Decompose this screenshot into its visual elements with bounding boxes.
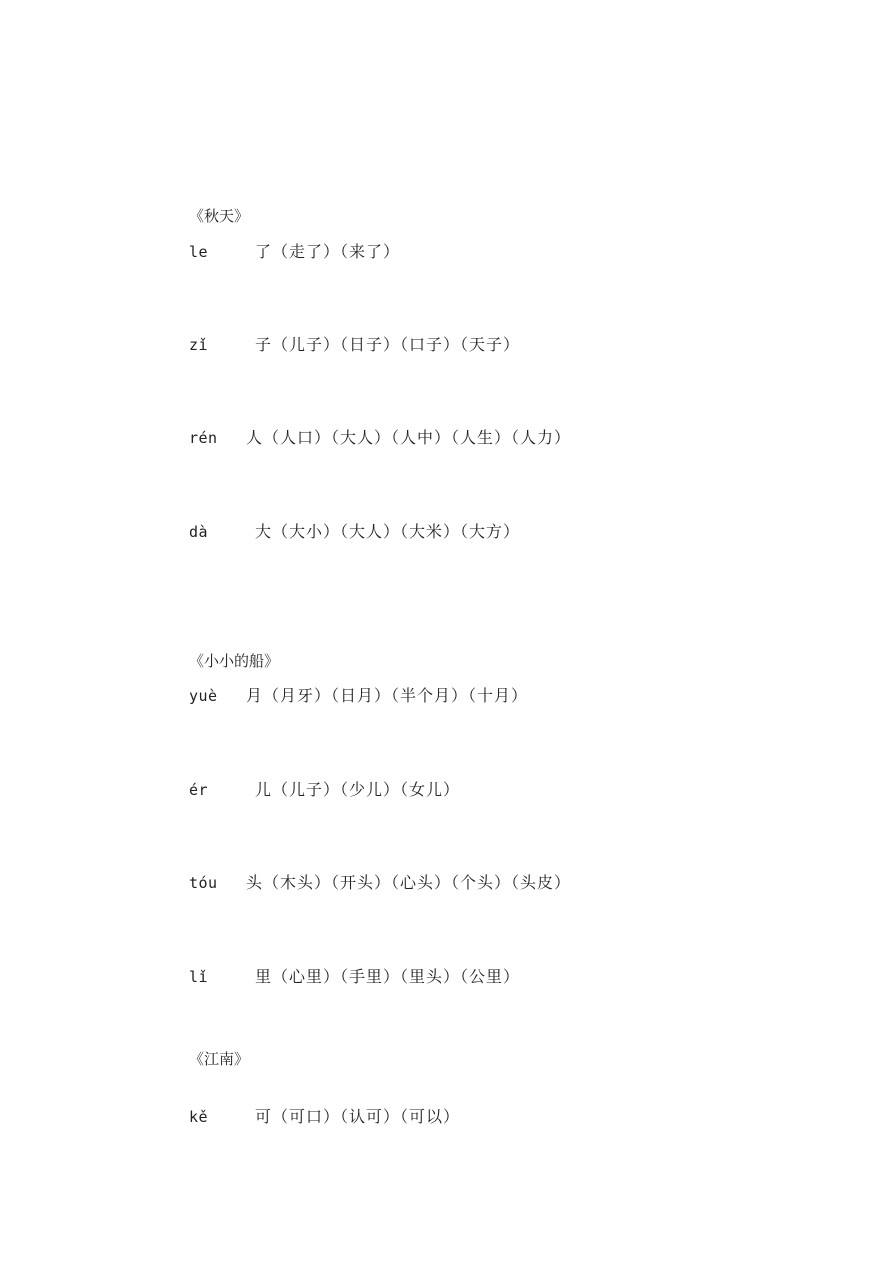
word-row xyxy=(189,685,528,707)
word-entry: 大（大小）（大人）（大米）（大方） xyxy=(255,522,521,541)
pinyin-label: le xyxy=(189,243,209,261)
pinyin-label: tóu xyxy=(189,874,218,892)
word-entry: 了（走了）（来了） xyxy=(255,242,401,261)
word-entry: 儿（儿子）（少儿）（女儿） xyxy=(255,780,461,799)
word-entry: 月（月牙）（日月）（半个月）（十月） xyxy=(246,686,529,705)
pinyin-label: dà xyxy=(189,523,209,541)
pinyin-label: ér xyxy=(189,781,209,799)
word-row xyxy=(189,241,400,263)
word-row xyxy=(189,334,520,356)
word-row xyxy=(189,872,571,894)
word-row xyxy=(189,427,571,449)
section-title: 《江南》 xyxy=(189,1050,250,1068)
word-row xyxy=(189,521,520,543)
pinyin-label: lǐ xyxy=(189,968,209,986)
pinyin-label: zǐ xyxy=(189,336,209,354)
section-title: 《小小的船》 xyxy=(189,652,280,670)
pinyin-label: kě xyxy=(189,1108,209,1126)
word-entry: 里（心里）（手里）（里头）（公里） xyxy=(255,967,521,986)
word-row xyxy=(189,1106,460,1128)
word-row xyxy=(189,779,460,801)
word-entry: 人（人口）（大人）（人中）（人生）（人力） xyxy=(246,428,572,447)
word-row xyxy=(189,966,520,988)
pinyin-label: rén xyxy=(189,429,218,447)
pinyin-label: yuè xyxy=(189,687,218,705)
word-entry: 可（可口）（认可）（可以） xyxy=(255,1107,461,1126)
word-entry: 头（木头）（开头）（心头）（个头）（头皮） xyxy=(246,873,572,892)
word-entry: 子（儿子）（日子）（口子）（天子） xyxy=(255,335,521,354)
section-title: 《秋天》 xyxy=(189,207,250,225)
